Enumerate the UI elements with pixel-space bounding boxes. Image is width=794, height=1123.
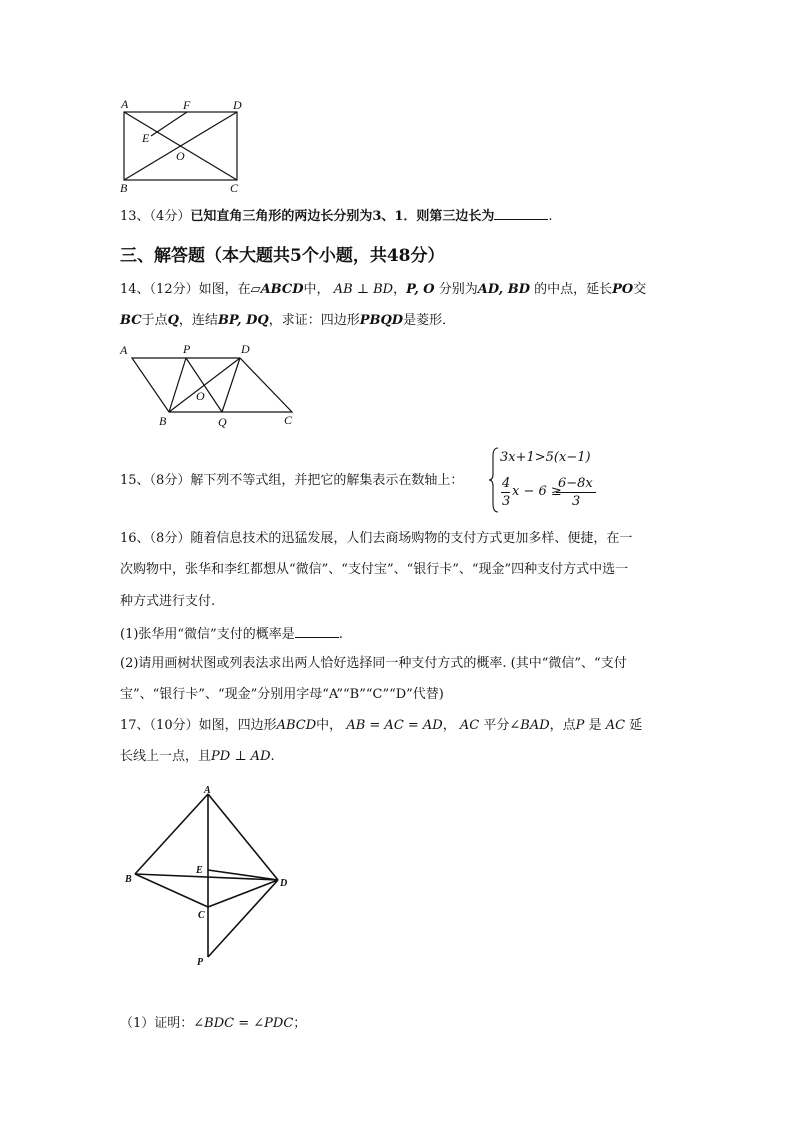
kite-figure [118,782,308,972]
brace-icon [488,446,500,514]
label-C: C [284,413,293,427]
q14-math: PBQD [359,313,404,328]
q14-text: 于点 [141,313,168,328]
label-A: A [204,785,211,796]
label-C: C [230,181,239,195]
label-P: P [197,957,204,968]
label-D: D [233,98,242,112]
label-B: B [159,414,167,428]
q16-part1-end: . [338,627,343,642]
q13-number: 13、 [120,209,150,224]
q14-text: ， [393,282,407,297]
q14-text: ，连结 [178,313,218,328]
question-16-line2: 次购物中，张华和李红都想从“微信”、“支付宝”、“银行卡”、“现金”四种支付方式中选一 [120,562,629,577]
q15-text: 解下列不等式组，并把它的解集表示在数轴上： [190,473,464,488]
label-A: A [121,97,129,111]
q14-math: BP, DQ [217,313,269,328]
q17-text: 如图，四边形 [198,718,277,733]
q13-end: . [548,209,553,224]
q17-math: ∠BAD [509,718,550,733]
question-17-line2 [120,749,275,765]
q14-math: AD, BD [477,282,530,297]
q14-text: 的中点，延长 [534,282,613,297]
q14-math: ABCD [260,282,304,297]
q17-text: 延 [629,718,643,733]
question-16-line3: 种方式进行支付. [120,594,216,609]
q17-text: ，点 [549,718,576,733]
q17-text: ， [442,718,456,733]
q14-math: PO [612,282,634,297]
q17-text: 中， [316,718,343,733]
q14-text: ，求证：四边形 [268,313,360,328]
q16-score: （8分） [149,531,191,546]
label-D: D [241,342,250,356]
question-17-part1 [120,1016,306,1032]
q17-math: AB = AC = AD [346,718,443,733]
q15-frac2-den: 3 [572,494,581,509]
q15-frac2-bar [556,492,596,493]
q17-part1-expr: ∠BDC = ∠PDC [193,1016,294,1031]
q13-answer-blank [494,207,548,220]
q17-text: 是 [588,718,602,733]
q13-score: （4分） [149,209,191,224]
q13-text: 已知直角三角形的两边长分别为3、1．则第三边长为 [190,209,495,224]
q17-math: P [575,718,585,733]
label-E: E [196,865,203,876]
q14-math: Q [167,313,179,328]
q17-part1-label: （1）证明： [120,1016,194,1031]
q17-part1-end: ； [293,1016,307,1031]
label-B: B [125,874,132,885]
q15-inequality-2: x − 6 ≥ [512,484,562,499]
q17-math: AC [459,718,480,733]
question-15 [120,473,463,489]
q15-inequality-1: 3x+1>5(x−1) [500,450,591,465]
label-B: B [120,181,128,195]
q15-frac1-den: 3 [502,494,511,509]
label-A: A [120,343,128,357]
label-P: P [183,342,191,356]
q16-part1-text: (1)张华用“微信”支付的概率是 [120,627,295,642]
q14-math: P, O [406,282,435,297]
label-C: C [198,910,205,921]
q16-answer-blank [295,625,339,638]
question-14-line2 [120,313,455,329]
q16-number: 16、 [120,531,150,546]
parallelogram-figure [114,340,304,432]
question-17-line1 [120,718,642,734]
q17-score: （10分） [149,718,199,733]
question-16-line1 [120,531,632,547]
label-F: F [183,98,191,112]
section-heading: 三、解答题（本大题共5个小题，共48分） [120,246,445,266]
q15-frac2-num: 6−8x [558,476,593,491]
q14-math: BC [120,313,142,328]
q14-text: 如图，在▱ [198,282,261,297]
q15-inequality-system [488,446,608,516]
q16-text: 随着信息技术的迅猛发展，人们去商场购物的支付方式更加多样、便捷，在一 [190,531,633,546]
label-Q: Q [218,415,227,429]
q14-text: 是菱形． [403,313,456,328]
q17-text: . [270,749,275,764]
q14-number: 14、 [120,282,150,297]
question-13 [120,207,553,225]
q15-number: 15、 [120,473,150,488]
question-14-line1 [120,282,646,298]
q14-math: AB ⊥ BD [333,282,394,297]
question-16-part2-line2: 宝”、“银行卡”、“现金”分别用字母“A”“B”“C”“D”代替) [120,687,444,702]
q14-text: 交 [633,282,647,297]
q17-text: 平分 [483,718,510,733]
label-E: E [142,131,150,145]
label-O: O [196,389,205,403]
q17-number: 17、 [120,718,150,733]
q17-math: ABCD [276,718,317,733]
q15-frac1-num: 4 [502,476,511,491]
label-O: O [176,149,185,163]
label-D: D [280,878,288,889]
q15-score: （8分） [149,473,191,488]
q17-math: PD ⊥ AD [211,749,271,764]
q15-frac1-bar [501,492,510,493]
q14-score: （12分） [149,282,199,297]
q14-text: 分别为 [438,282,478,297]
rectangle-figure [114,96,254,196]
q14-text: 中， [303,282,330,297]
question-16-part1 [120,625,343,643]
question-16-part2-line1: (2)请用画树状图或列表法求出两人恰好选择同一种支付方式的概率. (其中“微信”、“支付 [120,656,627,671]
q17-text: 长线上一点，且 [120,749,212,764]
q17-math: AC [605,718,626,733]
